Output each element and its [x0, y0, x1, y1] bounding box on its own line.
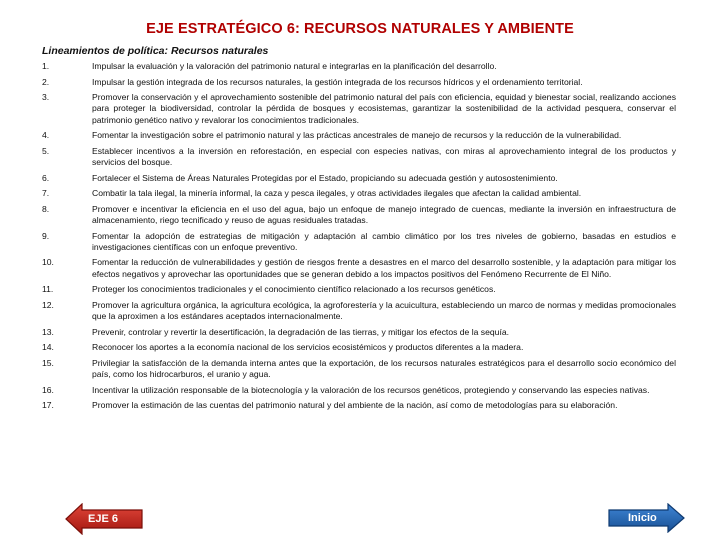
home-button[interactable] — [608, 503, 686, 533]
list-item — [42, 231, 676, 253]
list-item — [42, 400, 676, 411]
item-number: 4. — [42, 130, 50, 141]
item-number: 16. — [42, 384, 54, 395]
item-text: Fomentar la investigación sobre el patrimonio natural y las prácticas ancestrales de manejo de recursos y la reducción de la vulnerabilidad. — [92, 130, 622, 141]
list-item — [42, 327, 676, 338]
item-number: 13. — [42, 326, 54, 337]
page-title: EJE ESTRATÉGICO 6: RECURSOS NATURALES Y AMBIENTE — [146, 21, 574, 37]
item-text: Impulsar la gestión integrada de los recursos naturales, la gestión integrada de los recursos hídricos y el ordenamiento territorial. — [92, 76, 583, 87]
list-item — [42, 342, 676, 353]
list-item — [42, 284, 676, 295]
home-button-label: Inicio — [628, 512, 657, 524]
item-text: Privilegiar la satisfacción de la demanda interna antes que la exportación, de los recursos naturales estratégicos para el desarrollo socio económico del país, como los hidrocarburos, el uranio y agua. — [92, 357, 676, 379]
list-item — [42, 257, 676, 279]
list-item — [42, 173, 676, 184]
list-item — [42, 92, 676, 126]
item-text: Combatir la tala ilegal, la minería informal, la caza y pesca ilegales, y otras actividades ilegales que afectan la calidad ambiental. — [92, 188, 582, 199]
item-text: Impulsar la evaluación y la valoración del patrimonio natural e integrarlas en la planificación del desarrollo. — [92, 61, 497, 71]
item-number: 14. — [42, 342, 54, 353]
item-text: Promover e incentivar la eficiencia en el uso del agua, bajo un enfoque de manejo integrado de cuencas, mediante la inversión en infraestructura de almacenamiento, riego tecnificado y reuso de aguas residuales tratadas. — [92, 203, 676, 225]
item-text: Fomentar la reducción de vulnerabilidades y gestión de riesgos frente a desastres en el marco del desarrollo sostenible, y la adaptación para mitigar los efectos negativos y aprovechar las oportunidades que se generan debido a los impactos positivos del Fenómeno Recurrente de El Niño. — [92, 257, 676, 279]
item-number: 10. — [42, 257, 54, 268]
item-number: 6. — [42, 172, 50, 183]
item-number: 15. — [42, 357, 54, 368]
item-number: 12. — [42, 299, 54, 310]
item-text: Proteger los conocimientos tradicionales y el conocimiento científico relacionado a los recursos genéticos. — [92, 284, 496, 295]
item-number: 17. — [42, 400, 54, 411]
item-number: 1. — [42, 61, 50, 71]
item-text: Prevenir, controlar y revertir la desertificación, la degradación de las tierras, y mitigar los efectos de la sequía. — [92, 326, 509, 337]
item-text: Incentivar la utilización responsable de la biotecnología y la valoración de los recursos genéticos, protegiendo y conservando las especies nativas. — [92, 384, 650, 395]
list-item — [42, 385, 676, 396]
item-text: Reconocer los aportes a la economía nacional de los servicios ecosistémicos y productos diferentes a la madera. — [92, 342, 524, 353]
item-number: 9. — [42, 230, 50, 241]
back-button-label: EJE 6 — [88, 513, 118, 525]
list-item — [42, 77, 676, 88]
list-item — [42, 130, 676, 141]
list-item — [42, 61, 676, 72]
item-number: 8. — [42, 203, 50, 214]
item-number: 5. — [42, 145, 50, 156]
back-eje6-button[interactable] — [64, 503, 144, 535]
item-text: Fomentar la adopción de estrategias de mitigación y adaptación al cambio climático por los tres niveles de gobierno, basadas en estudios e investigaciones científicas con un enfoque preventivo. — [92, 230, 676, 252]
guidelines-list — [42, 61, 676, 416]
list-item — [42, 146, 676, 168]
item-text: Establecer incentivos a la inversión en reforestación, en especial con especies nativas, con miras al aprovechamiento integral de los productos y servicios del bosque. — [92, 145, 676, 167]
item-number: 7. — [42, 188, 50, 199]
item-text: Fortalecer el Sistema de Áreas Naturales Protegidas por el Estado, propiciando su adecuada gestión y autosostenimiento. — [92, 172, 558, 183]
list-item — [42, 300, 676, 322]
section-subtitle: Lineamientos de política: Recursos naturales — [42, 45, 269, 57]
item-number: 2. — [42, 76, 50, 87]
list-item — [42, 188, 676, 199]
list-item — [42, 358, 676, 380]
item-text: Promover la agricultura orgánica, la agricultura ecológica, la agroforestería y la acuicultura, estableciendo un marco de normas y medidas promocionales que la aproximen a los estándares aceptados internacionalmente. — [92, 299, 676, 321]
item-number: 11. — [42, 284, 54, 295]
item-text: Promover la conservación y el aprovechamiento sostenible del patrimonio natural del país con eficiencia, equidad y bienestar social, realizando acciones para proteger la biodiversidad, controlar la pérdida de bosques y ecosistemas, garantizar la sostenibilidad de la actividad pesquera, conservar el patrimonio genético nativo y revalorar los conocimientos tradicionales. — [92, 92, 676, 125]
item-number: 3. — [42, 92, 50, 103]
item-text: Promover la estimación de las cuentas del patrimonio natural y del ambiente de la nación, así como de metodologías para su elaboración. — [92, 400, 618, 411]
list-item — [42, 204, 676, 226]
